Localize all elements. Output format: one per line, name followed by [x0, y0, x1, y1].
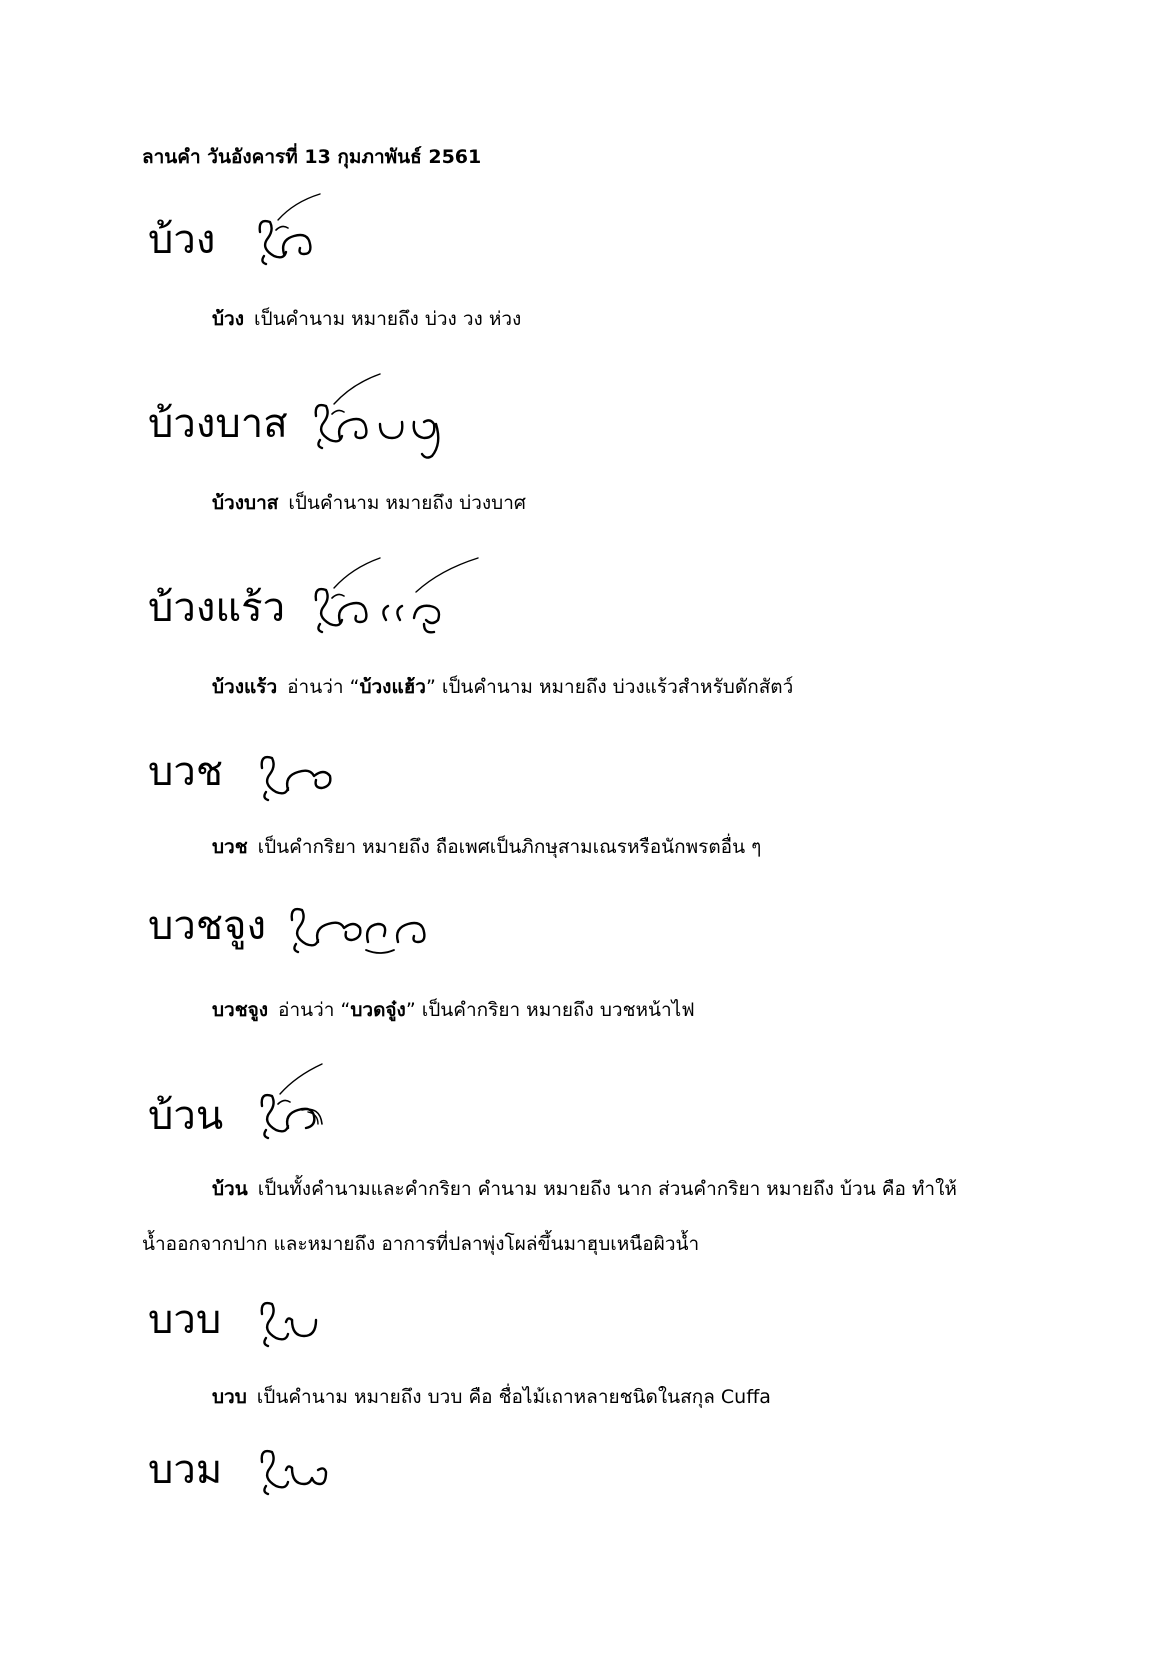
headword: บวช: [148, 749, 223, 795]
definition-text: เป็นคำนาม หมายถึง บวบ คือ ชื่อไม้เถาหลายชนิดในสกุล Cuffa: [256, 1386, 771, 1408]
definition-text: เป็นคำนาม หมายถึง บ่วงบาศ: [288, 492, 526, 514]
lanna-script-image: [252, 1060, 342, 1150]
definition: [212, 308, 521, 332]
definition-term: บ้วน: [212, 1178, 248, 1200]
definition-reading: บ้วงแฮ้ว: [359, 676, 426, 698]
definition-text: เป็นคำนาม หมายถึง บ่วง วง ห่วง: [254, 308, 522, 330]
definition-term: บ้วงบาส: [212, 492, 279, 514]
definition: [212, 999, 695, 1023]
definition-reading: บวดจู๋ง: [350, 999, 406, 1021]
definition: [212, 836, 761, 860]
definition: [142, 1162, 962, 1272]
headword: บวชจูง: [148, 903, 266, 949]
headword: บ้วง: [148, 217, 216, 263]
lanna-script-image: [248, 190, 328, 270]
definition: [212, 492, 526, 516]
definition-term: บวบ: [212, 1386, 247, 1408]
lanna-script-image: [252, 738, 342, 808]
headword: บ้วงบาส: [148, 401, 288, 447]
headword: บ้วน: [148, 1093, 224, 1139]
definition-term: บวชจูง: [212, 999, 269, 1021]
lanna-script-image: [252, 1432, 342, 1502]
lanna-script-image: [306, 556, 496, 646]
definition-text: เป็นคำกริยา หมายถึง ถือเพศเป็นภิกษุสามเณรหรือนักพรตอื่น ๆ: [257, 836, 762, 858]
definition-pre: อ่านว่า “: [287, 676, 360, 698]
definition-text: เป็นทั้งคำนามและคำกริยา คำนาม หมายถึง นาก ส่วนคำกริยา หมายถึง บ้วน คือ ทำให้น้ำออกจากปาก และหมายถึง อาการที่ปลาพุ่งโผล่ขึ้นมาฮุบเหนือผิวน้ำ: [142, 1178, 957, 1255]
page-header: ลานคำ วันอังคารที่ 13 กุมภาพันธ์ 2561: [142, 146, 482, 168]
definition: [212, 1386, 771, 1410]
definition-term: บ้วง: [212, 308, 245, 330]
definition-pre: อ่านว่า “: [278, 999, 351, 1021]
lanna-script-image: [306, 372, 466, 462]
definition-text: ” เป็นคำกริยา หมายถึง บวชหน้าไฟ: [405, 999, 695, 1021]
definition: [212, 676, 793, 700]
definition-text: ” เป็นคำนาม หมายถึง บ่วงแร้วสำหรับดักสัตว์: [425, 676, 794, 698]
definition-term: บ้วงแร้ว: [212, 676, 278, 698]
lanna-script-image: [282, 890, 442, 970]
headword: บ้วงแร้ว: [148, 585, 286, 631]
definition-term: บวช: [212, 836, 248, 858]
headword: บวบ: [148, 1297, 222, 1343]
lanna-script-image: [252, 1284, 342, 1354]
headword: บวม: [148, 1447, 223, 1493]
